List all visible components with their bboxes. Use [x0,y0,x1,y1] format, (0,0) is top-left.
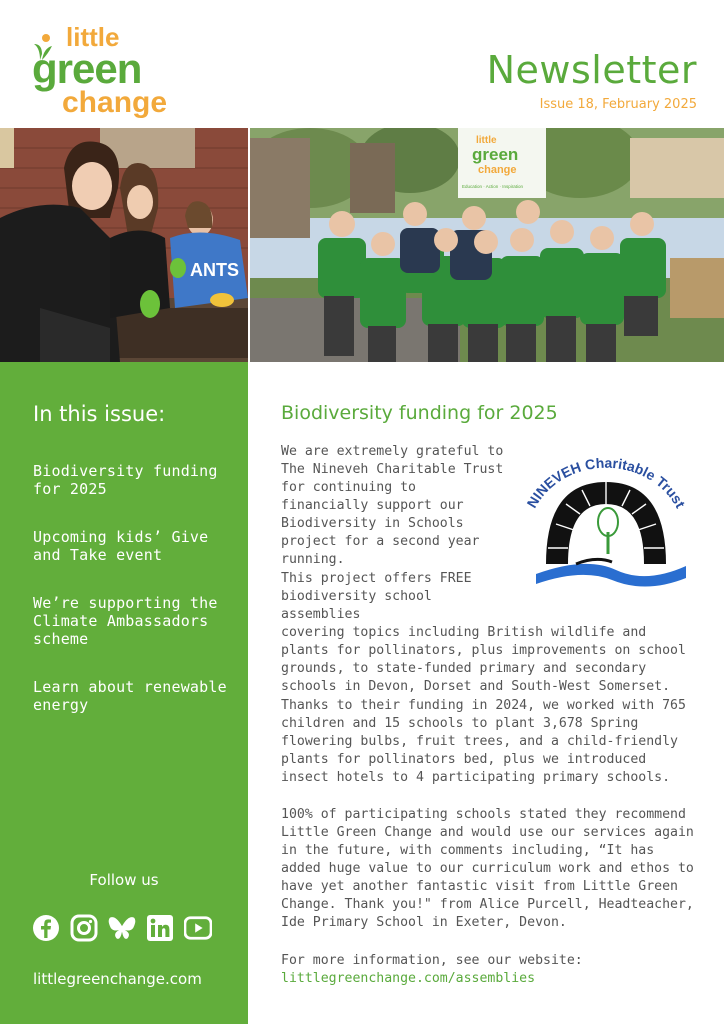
article-paragraph-1: We are extremely grateful to The Nineveh Charitable Trust for continuing to financially support our Biodiversity in Schools project for a second year running. [281,444,504,567]
instagram-icon[interactable] [70,914,98,942]
toc-item-renewable-energy[interactable]: Learn about renewable energy [33,678,227,714]
article-title: Biodiversity funding for 2025 [281,402,558,424]
photo-school-children-group [250,128,724,362]
table-of-contents [33,462,233,744]
bluesky-icon[interactable] [108,914,136,942]
social-links [32,914,212,942]
sidebar-heading: In this issue: [33,402,166,426]
toc-item-climate-ambassadors[interactable]: We’re supporting the Climate Ambassadors scheme [33,594,218,648]
header [0,0,724,128]
article-paragraph-5 [281,952,701,988]
sidebar [0,362,248,1024]
little-green-change-logo[interactable] [30,22,180,122]
nineveh-logo-text: NINEVEH Charitable Trust [523,454,689,511]
more-info-text: For more information, see our website: [281,953,583,968]
logo-word-green: green [32,45,142,92]
follow-us-label: Follow us [89,871,159,889]
logo-word-little: little [66,22,120,52]
issue-date: Issue 18, February 2025 [539,97,697,112]
article-paragraph-2 [281,570,701,696]
logo-word-change: change [62,86,168,119]
toc-item-biodiversity[interactable]: Biodiversity funding for 2025 [33,462,218,498]
article-paragraph-3: Thanks to their funding in 2024, we worked with 765 children and 15 schools to plant 3,678 Spring flowering bulbs, fruit trees, and a child-friendly plants for pollinators bed, plus we introduced insect hotels to 4 participating primary schools. [281,698,686,785]
article-paragraph-2-rest: covering topics including British wildlife and plants for pollinators, plus improvements on school grounds, to state-funded primary and secondary schools in Devon, Dorset and South-West Somerset. [281,625,686,694]
facebook-icon[interactable] [32,914,60,942]
article-paragraph-4: 100% of participating schools stated they recommend Little Green Change and would use our services again in the future, with comments including, “It has added huge value to our curriculum work and ethos to have yet another fantastic visit from Little Green Change. Thank you!" from Alice Purcell, Headteacher, Ide Primary School in Exeter, Devon. [281,807,694,930]
banner-word-change: change [478,164,517,176]
youtube-icon[interactable] [184,914,212,942]
photo-students-planting [0,128,248,362]
banner-word-green: green [472,145,519,164]
toc-item-give-and-take[interactable]: Upcoming kids’ Give and Take event [33,528,209,564]
page-title: Newsletter [486,48,697,92]
banner-tagline: Education · Action · Inspiration [462,184,524,189]
article-paragraph-2-start: This project offers FREE biodiversity school assemblies [281,571,472,622]
assemblies-link[interactable]: littlegreenchange.com/assemblies [281,971,536,986]
website-link[interactable]: littlegreenchange.com [33,970,202,988]
banner-word-little: little [476,135,497,146]
linkedin-icon[interactable] [146,914,174,942]
shirt-text: ANTS [190,260,239,280]
